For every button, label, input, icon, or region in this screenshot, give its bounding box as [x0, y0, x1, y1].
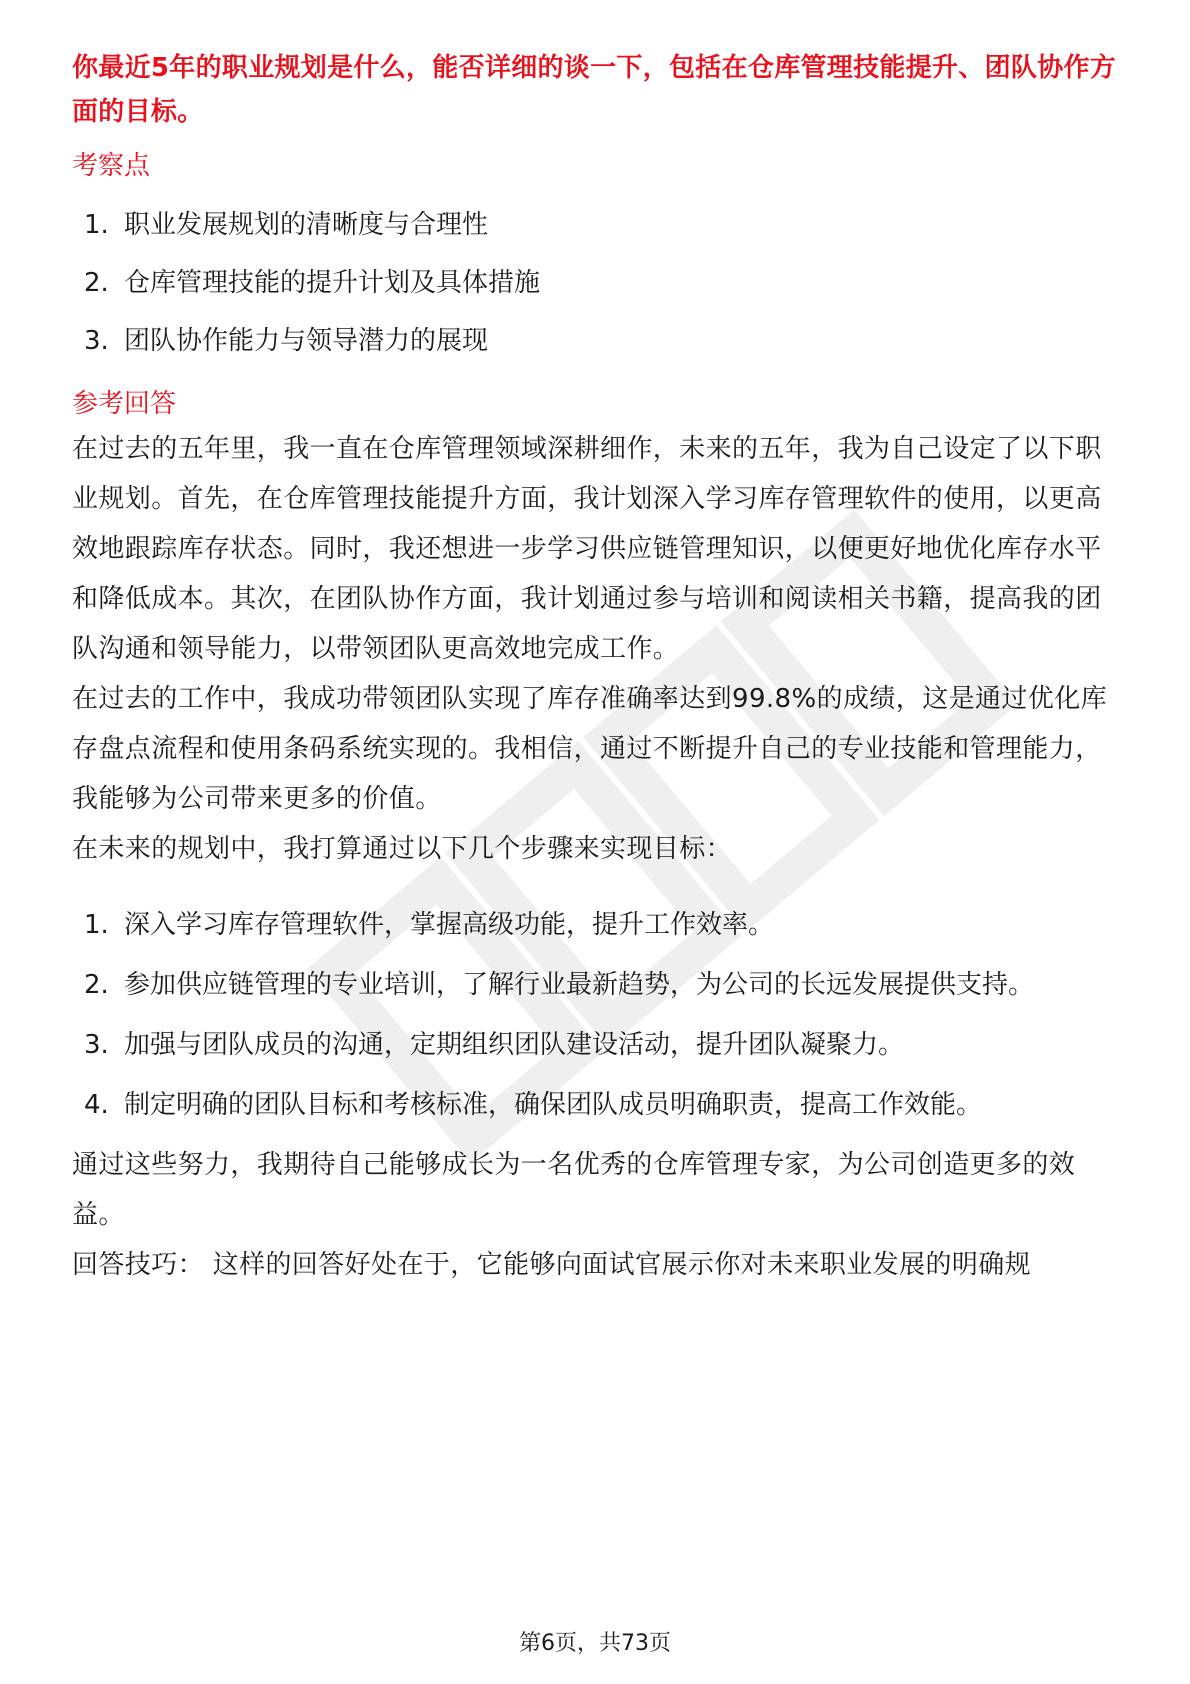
interview-question: 你最近5年的职业规划是什么，能否详细的谈一下，包括在仓库管理技能提升、团队协作方面的目标。 [72, 53, 1117, 127]
answer-tips: 回答技巧： 这样的回答好处在于，它能够向面试官展示你对未来职业发展的明确规 [72, 1250, 1032, 1280]
steps-list [72, 900, 1118, 1130]
answer-paragraph: 在过去的五年里，我一直在仓库管理领域深耕细作，未来的五年，我为自己设定了以下职业规划。首先，在仓库管理技能提升方面，我计划深入学习库存管理软件的使用，以更高效地跟踪库存状态。同时，我还想进一步学习供应链管理知识，以便更好地优化库存水平和降低成本。其次，在团队协作方面，我计划通过参与培训和阅读相关书籍，提高我的团队沟通和领导能力，以带领团队更高效地完成工作。 [72, 434, 1102, 664]
points-list [72, 204, 1118, 362]
answer-paragraph: 在未来的规划中，我打算通过以下几个步骤来实现目标： [72, 834, 733, 864]
points-heading: 考察点 [72, 151, 151, 181]
list-item: 3. 团队协作能力与领导潜力的展现 [84, 326, 489, 356]
list-item: 2. 仓库管理技能的提升计划及具体措施 [84, 268, 541, 298]
answer-paragraph: 在过去的工作中，我成功带领团队实现了库存准确率达到99.8%的成绩，这是通过优化库存盘点流程和使用条码系统实现的。我相信，通过不断提升自己的专业技能和管理能力，我能够为公司带来更多的价值。 [72, 684, 1107, 814]
page-number: 第6页，共73页 [519, 1631, 671, 1656]
document-page [72, 46, 1118, 1290]
list-item: 4. 制定明确的团队目标和考核标准，确保团队成员明确职责，提高工作效能。 [84, 1090, 983, 1120]
list-item: 3. 加强与团队成员的沟通，定期组织团队建设活动，提升团队凝聚力。 [84, 1030, 905, 1060]
list-item: 1. 职业发展规划的清晰度与合理性 [84, 210, 489, 240]
list-item: 1. 深入学习库存管理软件，掌握高级功能，提升工作效率。 [84, 910, 775, 940]
answer-paragraph: 通过这些努力，我期待自己能够成长为一名优秀的仓库管理专家，为公司创造更多的效益。 [72, 1150, 1076, 1230]
list-item: 2. 参加供应链管理的专业培训，了解行业最新趋势，为公司的长远发展提供支持。 [84, 970, 1035, 1000]
answer-heading: 参考回答 [72, 389, 177, 419]
